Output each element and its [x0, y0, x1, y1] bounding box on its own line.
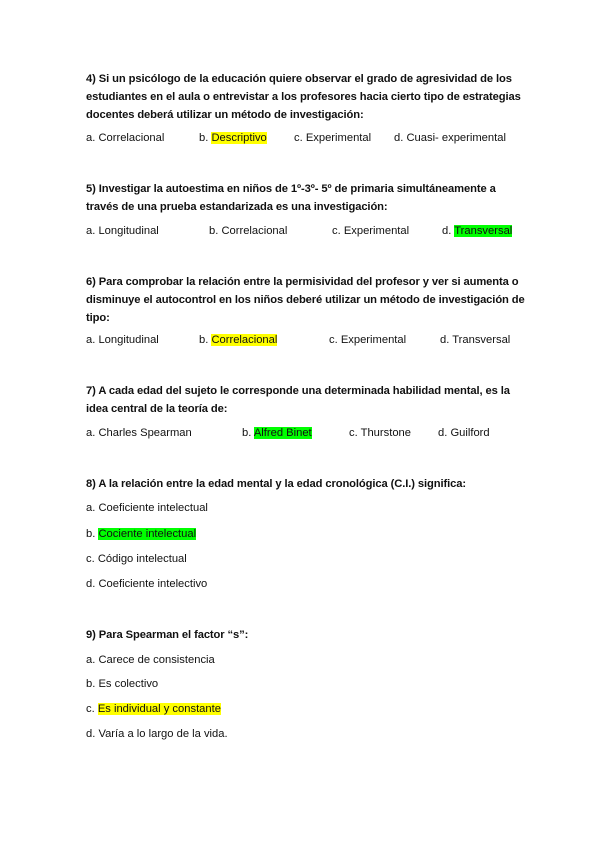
question-8-option-b — [86, 526, 196, 542]
option-prefix: c. — [332, 225, 344, 237]
question-4-option-b — [199, 130, 267, 146]
option-text: Experimental — [305, 132, 372, 144]
highlighted-answer: Alfred Binet — [253, 427, 312, 439]
option-text: Carece de consistencia — [98, 654, 215, 666]
option-text: Transversal — [452, 334, 511, 346]
option-text: Coeficiente intelectual — [98, 502, 208, 514]
option-prefix: b. — [199, 132, 212, 144]
highlighted-answer: Es individual y constante — [97, 703, 221, 715]
option-prefix: a. — [86, 225, 99, 237]
option-prefix: a. — [86, 654, 99, 666]
question-5-option-c — [332, 223, 409, 239]
option-text: Experimental — [340, 334, 407, 346]
option-text: Código intelectual — [97, 553, 187, 565]
question-4-title: 4) Si un psicólogo de la educación quiere observar el grado de agresividad de los estudiantes en el aula o entrevistar a los profesores hacia cierto tipo de estrategias docentes deberá utilizar un método de investigación: — [86, 73, 521, 121]
question-4-option-c — [294, 130, 371, 146]
option-prefix: d. — [442, 225, 455, 237]
question-7-option-b — [242, 425, 312, 441]
question-8-title: 8) A la relación entre la edad mental y la edad cronológica (C.I.) significa: — [86, 478, 467, 490]
option-prefix: c. — [294, 132, 306, 144]
question-6-option-d — [440, 332, 510, 348]
option-text: Longitudinal — [98, 225, 159, 237]
question-6-title: 6) Para comprobar la relación entre la permisividad del profesor y ver si aumenta o disminuye el autocontrol en los niños deberé utilizar un método de investigación de tipo: — [86, 276, 525, 324]
highlighted-answer: Correlacional — [211, 334, 278, 346]
option-prefix: a. — [86, 427, 99, 439]
option-text: Cuasi- experimental — [406, 132, 506, 144]
question-4-option-a — [86, 130, 164, 146]
option-prefix: b. — [209, 225, 222, 237]
option-prefix: d. — [394, 132, 407, 144]
highlighted-answer: Cociente intelectual — [98, 528, 197, 540]
option-prefix: a. — [86, 334, 99, 346]
option-prefix: d. — [86, 728, 99, 740]
option-prefix: c. — [86, 703, 98, 715]
question-8-option-c — [86, 551, 187, 567]
question-7-title: 7) A cada edad del sujeto le corresponde una determinada habilidad mental, es la idea central de la teoría de: — [86, 385, 510, 415]
question-5-option-a — [86, 223, 159, 239]
question-9-option-d — [86, 726, 228, 742]
question-8-option-a — [86, 500, 208, 516]
option-text: Charles Spearman — [98, 427, 192, 439]
option-prefix: b. — [242, 427, 254, 439]
question-9-option-c — [86, 701, 221, 717]
question-5-option-d — [442, 223, 512, 239]
option-text: Correlacional — [98, 132, 165, 144]
option-prefix: c. — [86, 553, 98, 565]
option-text: Thurstone — [360, 427, 411, 439]
question-7-option-a — [86, 425, 192, 441]
option-prefix: a. — [86, 132, 99, 144]
option-prefix: c. — [329, 334, 341, 346]
option-prefix: b. — [86, 678, 99, 690]
option-text: Experimental — [343, 225, 410, 237]
option-text: Varía a lo largo de la vida. — [98, 728, 228, 740]
question-7-option-c — [349, 425, 411, 441]
option-prefix: c. — [349, 427, 361, 439]
option-text: Correlacional — [221, 225, 288, 237]
option-text: Es colectivo — [98, 678, 159, 690]
question-4-option-d — [394, 130, 506, 146]
option-prefix: d. — [86, 578, 99, 590]
question-6-option-b — [199, 332, 277, 348]
question-5-title: 5) Investigar la autoestima en niños de 1º-3º- 5º de primaria simultáneamente a través de una prueba estandarizada es una investigación: — [86, 183, 496, 213]
option-prefix: d. — [438, 427, 451, 439]
question-7-option-d — [438, 425, 490, 441]
highlighted-answer: Transversal — [454, 225, 513, 237]
option-prefix: b. — [199, 334, 212, 346]
question-9-title: 9) Para Spearman el factor “s”: — [86, 629, 249, 641]
question-6-option-a — [86, 332, 159, 348]
option-text: Guilford — [450, 427, 490, 439]
option-prefix: b. — [86, 528, 99, 540]
option-text: Coeficiente intelectivo — [98, 578, 208, 590]
question-5-option-b — [209, 223, 287, 239]
question-6-option-c — [329, 332, 406, 348]
option-prefix: a. — [86, 502, 99, 514]
question-9-option-a — [86, 652, 215, 668]
question-8-option-d — [86, 576, 207, 592]
option-text: Longitudinal — [98, 334, 159, 346]
question-9-option-b — [86, 676, 158, 692]
highlighted-answer: Descriptivo — [211, 132, 267, 144]
option-prefix: d. — [440, 334, 453, 346]
